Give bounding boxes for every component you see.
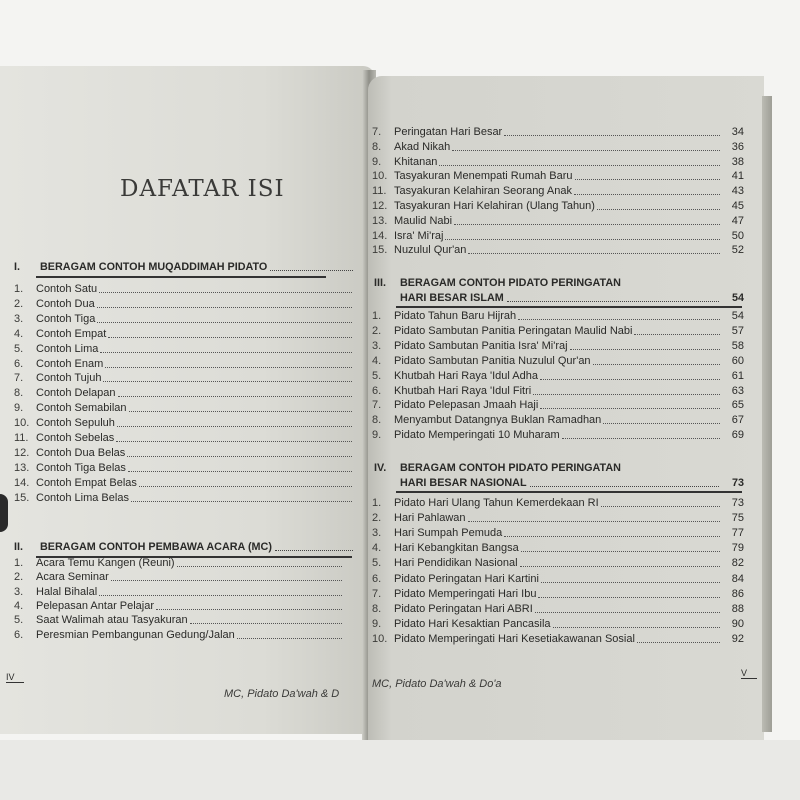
entry-number: 1. <box>14 557 24 569</box>
entry-number: 2. <box>14 571 24 584</box>
dot-leader <box>177 566 342 567</box>
section-title-line2: HARI BESAR NASIONAL <box>400 477 527 489</box>
section-title-line1: BERAGAM CONTOH PIDATO PERINGATAN <box>400 277 621 289</box>
entry-number: 6. <box>372 572 382 585</box>
entry-page: 60 <box>731 354 744 367</box>
entry-page: 38 <box>731 155 744 168</box>
entry-title: Khutbah Hari Raya 'Idul Adha <box>394 369 538 382</box>
entry-title: Tasyakuran Menempati Rumah Baru <box>394 170 573 183</box>
toc-entry <box>14 599 344 613</box>
entry-number: 13. <box>14 461 30 474</box>
dot-leader <box>521 551 720 552</box>
entry-number: 9. <box>372 155 382 168</box>
toc-entry <box>14 401 354 415</box>
entry-page: 45 <box>731 200 744 212</box>
page-edges <box>762 96 772 732</box>
entry-page: 43 <box>731 185 744 198</box>
entry-page: 36 <box>731 140 744 153</box>
entry-number: 5. <box>14 342 24 355</box>
toc-entry <box>372 413 744 427</box>
entry-number: 10. <box>372 632 388 645</box>
dot-leader <box>562 438 720 439</box>
toc-entry <box>372 169 744 183</box>
entry-title: Contoh Satu <box>36 283 98 295</box>
entry-number: 3. <box>14 312 24 325</box>
entry-title: Pidato Hari Ulang Tahun Kemerdekaan RI <box>394 497 599 509</box>
entry-title: Contoh Dua Belas <box>36 446 126 459</box>
toc-entry <box>14 585 344 599</box>
entry-title: Pidato Memperingati Hari Ibu <box>394 587 537 600</box>
dot-leader <box>108 337 352 338</box>
dot-leader <box>116 441 352 442</box>
entry-title: Akad Nikah <box>394 140 451 153</box>
dot-leader <box>533 394 720 395</box>
entry-title: Hari Kebangkitan Bangsa <box>394 542 519 555</box>
entry-title: Pidato Memperingati Hari Kesetiakawanan Sosial <box>394 632 635 645</box>
entry-title: Saat Walimah atau Tasyakuran <box>36 614 188 627</box>
toc-entry <box>14 491 354 505</box>
dot-leader <box>454 224 720 225</box>
dot-leader <box>99 595 342 596</box>
entry-number: 7. <box>372 587 382 600</box>
section-heading-1 <box>14 260 356 275</box>
toc-entry <box>372 541 744 555</box>
entry-title: Contoh Tujuh <box>36 372 102 385</box>
dot-leader <box>504 135 720 136</box>
entry-number: 2. <box>372 512 382 525</box>
entry-number: 2. <box>14 297 24 310</box>
dot-leader <box>538 597 720 598</box>
entry-page: 84 <box>731 572 744 585</box>
toc-entry <box>14 282 354 296</box>
toc-entry <box>14 556 344 570</box>
entry-title: Pidato Memperingati 10 Muharam <box>394 429 560 442</box>
entry-page: 34 <box>731 126 744 138</box>
section-title: BERAGAM CONTOH MUQADDIMAH PIDATO <box>40 261 268 273</box>
entry-number: 2. <box>372 324 382 337</box>
toc-entry <box>14 312 354 326</box>
entry-number: 1. <box>372 310 382 322</box>
toc-entry <box>14 461 354 475</box>
entry-page: 50 <box>731 229 744 242</box>
entry-number: 11. <box>14 432 29 444</box>
entry-title: Pidato Tahun Baru Hijrah <box>394 310 517 322</box>
entry-number: 8. <box>372 140 382 153</box>
entry-title: Pelepasan Antar Pelajar <box>36 599 155 612</box>
entry-number: 3. <box>14 585 24 598</box>
entry-number: 1. <box>372 497 382 509</box>
entry-number: 3. <box>372 339 382 352</box>
dot-leader <box>601 506 720 507</box>
entry-number: 4. <box>14 599 24 612</box>
dot-leader <box>111 580 342 581</box>
entry-title: Tasyakuran Kelahiran Seorang Anak <box>394 185 572 198</box>
dot-leader <box>593 364 720 365</box>
section-numeral: IV. <box>374 462 387 474</box>
dot-leader <box>99 292 352 293</box>
entry-number: 12. <box>14 446 30 459</box>
dot-leader <box>540 379 720 380</box>
section-heading-2 <box>14 540 356 555</box>
table-surface <box>0 740 800 800</box>
entry-number: 15. <box>372 244 388 257</box>
dot-leader <box>468 253 720 254</box>
section-heading-3 <box>374 276 744 291</box>
entry-number: 9. <box>14 402 24 415</box>
entry-title: Hari Sumpah Pemuda <box>394 527 503 540</box>
entry-page: 57 <box>731 324 744 337</box>
toc-entry <box>14 628 344 642</box>
entry-page: 67 <box>731 414 744 427</box>
entry-title: Pidato Sambutan Panitia Peringatan Maulid Nabi <box>394 324 633 337</box>
toc-entry <box>14 342 354 356</box>
dot-leader <box>518 319 720 320</box>
entry-page: 75 <box>731 512 744 525</box>
entry-title: Contoh Tiga <box>36 312 96 325</box>
entry-number: 11. <box>372 185 387 198</box>
binding-edge <box>0 494 8 532</box>
entry-title: Contoh Empat <box>36 327 107 340</box>
dot-leader <box>452 150 720 151</box>
entry-title: Acara Temu Kangen (Reuni) <box>36 557 175 569</box>
toc-entry <box>372 155 744 169</box>
entry-number: 6. <box>372 384 382 397</box>
entry-number: 8. <box>372 414 382 427</box>
entry-title: Pidato Hari Kesaktian Pancasila <box>394 617 551 630</box>
toc-entry <box>14 446 354 460</box>
toc-entry <box>372 229 744 243</box>
toc-entry <box>372 587 744 601</box>
entry-title: Contoh Sebelas <box>36 432 115 444</box>
entry-title: Contoh Sepuluh <box>36 417 115 430</box>
heading-underline <box>396 491 742 493</box>
toc-entry <box>372 617 744 631</box>
toc-entry <box>372 511 744 525</box>
entry-page: 88 <box>731 602 744 615</box>
dot-leader <box>270 260 353 271</box>
entry-page: 61 <box>731 369 744 382</box>
dot-leader <box>597 209 720 210</box>
entry-title: Hari Pendidikan Nasional <box>394 557 518 570</box>
entry-number: 7. <box>14 372 24 385</box>
entry-number: 9. <box>372 429 382 442</box>
section-numeral: II. <box>14 541 23 553</box>
toc-entry <box>372 556 744 570</box>
dot-leader <box>127 456 352 457</box>
entry-title: Contoh Semabilan <box>36 402 127 415</box>
toc-entry <box>372 428 744 442</box>
entry-title: Contoh Dua <box>36 297 95 310</box>
entry-number: 1. <box>14 283 24 295</box>
entry-page: 52 <box>731 244 744 257</box>
section-page: 54 <box>731 292 744 304</box>
section-heading-4 <box>374 461 744 476</box>
section-title: BERAGAM CONTOH PEMBAWA ACARA (MC) <box>40 541 272 553</box>
toc-entry <box>372 398 744 412</box>
entry-page: 54 <box>731 310 744 322</box>
entry-number: 7. <box>372 126 382 138</box>
dot-leader <box>275 540 353 551</box>
entry-page: 69 <box>731 429 744 442</box>
dot-leader <box>128 471 352 472</box>
toc-entry <box>372 496 744 510</box>
dot-leader <box>541 582 720 583</box>
toc-entry <box>372 632 744 646</box>
section-numeral: III. <box>374 277 386 289</box>
dot-leader <box>439 165 720 166</box>
toc-entry <box>372 199 744 213</box>
entry-number: 8. <box>14 387 24 400</box>
entry-number: 15. <box>14 491 30 504</box>
entry-page: 73 <box>731 497 744 509</box>
toc-entry <box>14 613 344 627</box>
dot-leader <box>530 476 719 487</box>
toc-entry <box>372 526 744 540</box>
dot-leader <box>105 367 352 368</box>
dot-leader <box>575 179 720 180</box>
heading-underline <box>396 306 742 308</box>
entry-title: Pidato Pelepasan Jmaah Haji <box>394 399 539 412</box>
entry-number: 13. <box>372 214 388 227</box>
entry-title: Pidato Peringatan Hari ABRI <box>394 602 533 615</box>
entry-number: 4. <box>372 354 382 367</box>
entry-title: Maulid Nabi <box>394 214 453 227</box>
toc-entry <box>14 476 354 490</box>
toc-entry <box>372 339 744 353</box>
toc-entry <box>372 214 744 228</box>
heading-underline <box>36 276 326 278</box>
dot-leader <box>97 307 352 308</box>
entry-title: Contoh Lima <box>36 342 99 355</box>
toc-entry <box>14 570 344 584</box>
dot-leader <box>553 627 720 628</box>
toc-entry <box>14 416 354 430</box>
dot-leader <box>237 638 342 639</box>
entry-title: Peresmian Pembangunan Gedung/Jalan <box>36 628 235 641</box>
entry-title: Menyambut Datangnya Buklan Ramadhan <box>394 414 602 427</box>
entry-number: 12. <box>372 200 388 212</box>
toc-entry <box>14 386 354 400</box>
entry-title: Contoh Lima Belas <box>36 491 129 504</box>
entry-number: 5. <box>372 557 382 570</box>
page-number-right: V <box>741 668 757 679</box>
dot-leader <box>468 521 720 522</box>
entry-title: Isra' Mi'raj <box>394 229 444 242</box>
toc-entry <box>372 184 744 198</box>
entry-title: Pidato Sambutan Panitia Isra' Mi'raj <box>394 339 568 352</box>
entry-page: 82 <box>731 557 744 570</box>
entry-page: 79 <box>731 542 744 555</box>
entry-number: 10. <box>372 170 388 183</box>
dot-leader <box>190 623 342 624</box>
section-heading-4-line2 <box>374 476 744 491</box>
entry-title: Khutbah Hari Raya 'Idul Fitri <box>394 384 532 397</box>
entry-page: 63 <box>731 384 744 397</box>
dot-leader <box>118 396 352 397</box>
entry-number: 5. <box>14 614 24 627</box>
entry-number: 8. <box>372 602 382 615</box>
entry-page: 41 <box>731 170 744 183</box>
entry-number: 6. <box>14 357 24 370</box>
section-page: 73 <box>731 477 744 489</box>
entry-number: 10. <box>14 417 30 430</box>
section-heading-3-line2 <box>374 291 744 306</box>
toc-entry <box>14 371 354 385</box>
dot-leader <box>540 408 720 409</box>
dot-leader <box>100 352 352 353</box>
toc-entry <box>372 572 744 586</box>
section-title-line1: BERAGAM CONTOH PIDATO PERINGATAN <box>400 462 621 474</box>
dot-leader <box>97 322 352 323</box>
running-footer-left: MC, Pidato Da'wah & D <box>224 688 340 700</box>
toc-entry <box>372 140 744 154</box>
entry-title: Pidato Sambutan Panitia Nuzulul Qur'an <box>394 354 591 367</box>
dot-leader <box>103 381 352 382</box>
entry-number: 14. <box>14 476 30 489</box>
dot-leader <box>574 194 720 195</box>
entry-page: 47 <box>731 214 744 227</box>
dot-leader <box>129 411 352 412</box>
dot-leader <box>504 536 720 537</box>
entry-number: 9. <box>372 617 382 630</box>
entry-page: 90 <box>731 617 744 630</box>
toc-entry <box>372 309 744 323</box>
entry-page: 92 <box>731 632 744 645</box>
dot-leader <box>507 291 719 302</box>
toc-entry <box>14 297 354 311</box>
entry-title: Contoh Delapan <box>36 387 116 400</box>
entry-number: 7. <box>372 399 382 412</box>
entry-title: Contoh Tiga Belas <box>36 461 126 474</box>
entry-number: 14. <box>372 229 388 242</box>
dot-leader <box>535 612 720 613</box>
entry-page: 86 <box>731 587 744 600</box>
entry-page: 77 <box>731 527 744 540</box>
entry-number: 4. <box>14 327 24 340</box>
dot-leader <box>520 566 720 567</box>
toc-entry <box>14 431 354 445</box>
entry-title: Contoh Empat Belas <box>36 476 137 489</box>
entry-title: Peringatan Hari Besar <box>394 126 503 138</box>
page-number-left: IV <box>6 672 24 683</box>
entry-page: 58 <box>731 339 744 352</box>
dot-leader <box>570 349 720 350</box>
entry-number: 5. <box>372 369 382 382</box>
dot-leader <box>603 423 720 424</box>
dot-leader <box>637 642 720 643</box>
toc-entry <box>372 324 744 338</box>
entry-title: Halal Bihalal <box>36 585 98 598</box>
entry-number: 4. <box>372 542 382 555</box>
dot-leader <box>117 426 352 427</box>
toc-entry <box>372 243 744 257</box>
entry-title: Tasyakuran Hari Kelahiran (Ulang Tahun) <box>394 200 595 212</box>
running-footer-right: MC, Pidato Da'wah & Do'a <box>372 678 502 690</box>
entry-title: Pidato Peringatan Hari Kartini <box>394 572 539 585</box>
section-numeral: I. <box>14 261 20 273</box>
toc-entry <box>372 602 744 616</box>
toc-entry <box>14 357 354 371</box>
dot-leader <box>156 609 342 610</box>
toc-entry <box>14 327 354 341</box>
entry-number: 6. <box>14 628 24 641</box>
toc-entry <box>372 384 744 398</box>
entry-title: Hari Pahlawan <box>394 512 466 525</box>
toc-entry <box>372 354 744 368</box>
entry-title: Khitanan <box>394 155 438 168</box>
dot-leader <box>139 486 352 487</box>
dot-leader <box>634 334 720 335</box>
entry-number: 3. <box>372 527 382 540</box>
dot-leader <box>131 501 352 502</box>
entry-title: Contoh Enam <box>36 357 104 370</box>
toc-entry <box>372 125 744 139</box>
section-title-line2: HARI BESAR ISLAM <box>400 292 504 304</box>
entry-title: Acara Seminar <box>36 571 109 584</box>
toc-entry <box>372 369 744 383</box>
entry-page: 65 <box>731 399 744 412</box>
page-title: DAFATAR ISI <box>120 176 285 202</box>
entry-title: Nuzulul Qur'an <box>394 244 467 257</box>
dot-leader <box>445 239 720 240</box>
